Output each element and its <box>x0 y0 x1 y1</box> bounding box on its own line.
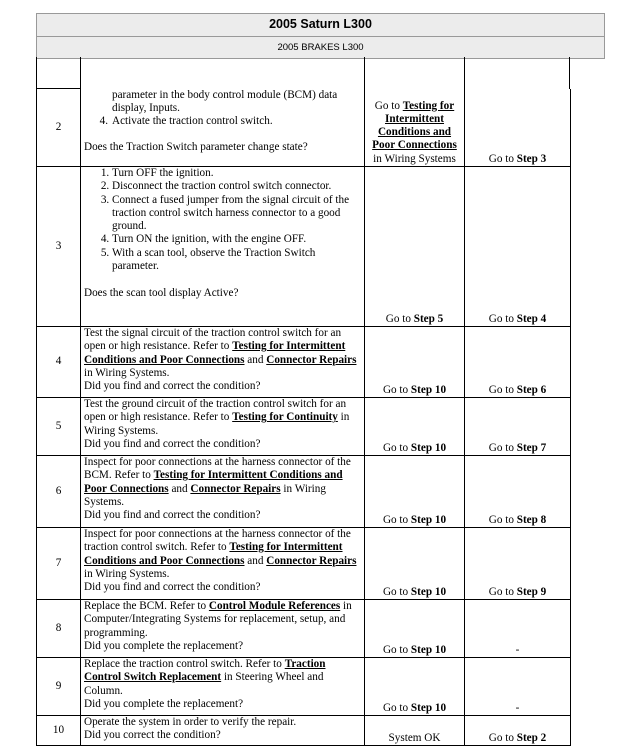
traction-control-switch-replacement-link[interactable]: Traction Control Switch Replacement <box>84 658 326 684</box>
step-number: 10 <box>37 716 81 746</box>
table-row <box>37 600 571 658</box>
table-border-col2 <box>364 57 365 89</box>
step-number: 4 <box>37 327 81 398</box>
list-item: 2. Disconnect the traction control switch connector. <box>112 180 362 193</box>
page-header <box>36 13 605 59</box>
list-item: 5. With a scan tool, observe the Traction Switch parameter. <box>112 247 362 274</box>
question-text: Did you complete the replacement? <box>84 639 244 652</box>
action-text: Operate the system in order to verify the repair. <box>84 716 297 728</box>
yes-cell <box>365 528 465 600</box>
action-text: and <box>244 353 267 366</box>
action-text: Test the signal circuit of the traction control switch for an open or high resistance. Refer to <box>84 327 342 353</box>
no-prefix: Go to <box>488 152 517 165</box>
no-prefix: Go to <box>488 731 517 744</box>
no-cell <box>465 456 571 528</box>
table-row <box>37 167 571 327</box>
action-text: and <box>168 482 191 495</box>
document-title: 2005 Saturn L300 <box>269 17 372 31</box>
document-subtitle: 2005 BRAKES L300 <box>277 42 364 53</box>
table-row <box>37 658 571 716</box>
question-text: Did you find and correct the condition? <box>84 380 261 393</box>
yes-prefix: Go to <box>382 383 411 396</box>
table-row <box>37 327 571 398</box>
step-number: 9 <box>37 658 81 716</box>
step-link[interactable]: Step 9 <box>516 585 547 598</box>
connector-repairs-link[interactable]: Connector Repairs <box>190 482 281 495</box>
action-cell <box>81 327 365 398</box>
action-text: Replace the traction control switch. Refer to <box>84 658 285 670</box>
diagnostic-table <box>36 88 571 746</box>
control-module-references-link[interactable]: Control Module References <box>208 600 341 612</box>
step-number: 2 <box>37 89 81 167</box>
no-cell <box>465 658 571 716</box>
action-cell <box>81 528 365 600</box>
no-prefix: Go to <box>488 585 517 598</box>
no-text: - <box>515 701 520 714</box>
action-text: Activate the traction control switch. <box>112 115 273 128</box>
step-link[interactable]: Step 4 <box>516 312 547 325</box>
step-link[interactable]: Step 10 <box>410 383 447 396</box>
yes-cell <box>365 89 465 167</box>
yes-text: System OK <box>388 731 441 744</box>
step-link[interactable]: Step 7 <box>516 441 547 454</box>
list-item <box>84 115 362 128</box>
yes-cell <box>365 167 465 327</box>
no-cell <box>465 398 571 456</box>
yes-prefix: Go to <box>382 513 411 526</box>
step-link[interactable]: Step 3 <box>516 152 547 165</box>
yes-cell <box>365 327 465 398</box>
action-text: in Computer/Integrating Systems for replacement, setup, and programming. <box>84 600 352 639</box>
no-cell <box>465 89 571 167</box>
action-text: in Wiring Systems. <box>84 567 170 580</box>
no-prefix: Go to <box>488 513 517 526</box>
testing-intermittent-link[interactable]: Testing for Intermittent Conditions and Poor Connections <box>84 469 343 495</box>
step-number: 5 <box>37 398 81 456</box>
step-number: 8 <box>37 600 81 658</box>
no-cell <box>465 716 571 746</box>
no-cell <box>465 327 571 398</box>
question-text: Did you correct the condition? <box>84 729 221 742</box>
yes-cell <box>365 600 465 658</box>
action-text: Test the ground circuit of the traction control switch for an open or high resistance. Refer to <box>84 398 347 424</box>
yes-suffix: in Wiring Systems <box>373 152 456 165</box>
question-text: Did you find and correct the condition? <box>84 509 261 522</box>
action-text: Replace the BCM. Refer to <box>84 600 209 612</box>
no-prefix: Go to <box>488 312 517 325</box>
step-number: 6 <box>37 456 81 528</box>
list-item: 3. Connect a fused jumper from the signal circuit of the traction control switch harness connector to a good ground. <box>112 194 362 234</box>
step-link[interactable]: Step 2 <box>516 731 547 744</box>
yes-prefix: Go to <box>382 441 411 454</box>
step-link[interactable]: Step 8 <box>516 513 547 526</box>
no-cell <box>465 528 571 600</box>
step-link[interactable]: Step 10 <box>410 513 447 526</box>
table-border-col3 <box>464 57 465 89</box>
list-item: 4. Turn ON the ignition, with the engine OFF. <box>112 233 362 246</box>
step-link[interactable]: Step 10 <box>410 701 447 714</box>
action-text: parameter in the body control module (BCM) data display, Inputs. <box>112 88 338 114</box>
table-row <box>37 398 571 456</box>
step-link[interactable]: Step 10 <box>410 643 447 656</box>
step-number: 3 <box>37 167 81 327</box>
question-text: Did you find and correct the condition? <box>84 581 261 594</box>
action-text: in Steering Wheel and Column. <box>84 671 324 697</box>
testing-intermittent-link[interactable]: Testing for Intermittent Conditions and Poor Connections <box>84 340 346 366</box>
no-cell <box>465 167 571 327</box>
no-prefix: Go to <box>488 441 517 454</box>
yes-prefix: Go to <box>385 312 414 325</box>
connector-repairs-link[interactable]: Connector Repairs <box>266 353 357 366</box>
list-item: 1. Turn OFF the ignition. <box>112 167 362 180</box>
action-cell <box>81 167 365 327</box>
connector-repairs-link[interactable]: Connector Repairs <box>266 554 357 567</box>
yes-prefix: Go to <box>374 99 403 112</box>
yes-prefix: Go to <box>382 585 411 598</box>
step-link[interactable]: Step 10 <box>410 441 447 454</box>
question-text: Does the scan tool display Active? <box>84 287 239 300</box>
action-cell <box>81 398 365 456</box>
step-link[interactable]: Step 5 <box>413 312 444 325</box>
testing-continuity-link[interactable]: Testing for Continuity <box>232 411 338 424</box>
action-text: in Wiring Systems. <box>84 482 326 508</box>
yes-cell <box>365 398 465 456</box>
list-number: 4. <box>99 115 108 128</box>
step-number: 7 <box>37 528 81 600</box>
table-row <box>37 716 571 746</box>
yes-cell <box>365 658 465 716</box>
yes-cell <box>365 456 465 528</box>
yes-cell <box>365 716 465 746</box>
question-text: Did you find and correct the condition? <box>84 437 261 450</box>
action-cell <box>81 89 365 167</box>
testing-intermittent-link[interactable]: Testing for Intermittent Conditions and Poor Connections <box>372 99 457 152</box>
question-text: Did you complete the replacement? <box>84 697 244 710</box>
action-text: in Wiring Systems. <box>84 366 170 379</box>
question-text: Does the Traction Switch parameter change state? <box>84 141 308 154</box>
table-row <box>37 528 571 600</box>
action-cell <box>81 600 365 658</box>
table-border-left <box>36 57 37 89</box>
action-cell <box>81 658 365 716</box>
table-row <box>37 456 571 528</box>
action-list <box>84 167 362 273</box>
action-cell <box>81 716 365 746</box>
action-text: in Wiring Systems. <box>84 411 350 437</box>
table-row <box>37 89 571 167</box>
action-text: Inspect for poor connections at the harness connector of the BCM. Refer to <box>84 456 351 482</box>
action-text: Inspect for poor connections at the harness connector of the traction control switch. Refer to <box>84 528 351 554</box>
testing-intermittent-link[interactable]: Testing for Intermittent Conditions and Poor Connections <box>84 541 343 567</box>
yes-prefix: Go to <box>382 701 411 714</box>
step-link[interactable]: Step 6 <box>516 383 547 396</box>
step-link[interactable]: Step 10 <box>410 585 447 598</box>
no-prefix: Go to <box>488 383 517 396</box>
action-text: and <box>244 554 267 567</box>
action-cell <box>81 456 365 528</box>
no-cell <box>465 600 571 658</box>
table-border-col1 <box>80 57 81 89</box>
table-border-right <box>569 57 570 89</box>
yes-prefix: Go to <box>382 643 411 656</box>
no-text: - <box>515 643 520 656</box>
